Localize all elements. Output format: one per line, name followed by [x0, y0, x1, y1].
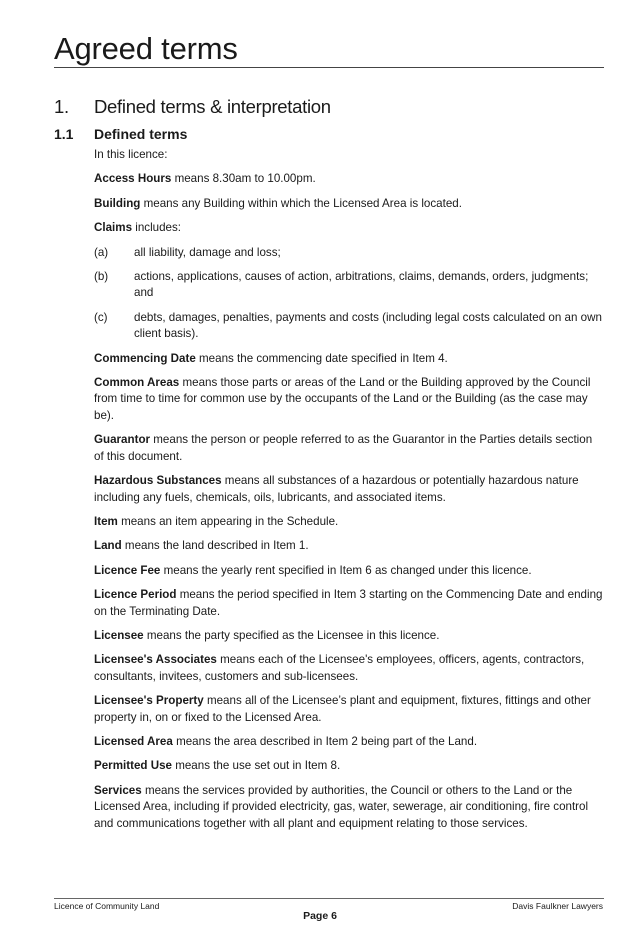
- definition-hazardous-substances: [94, 473, 604, 506]
- footer-document-name: Licence of Community Land: [54, 901, 160, 911]
- definition-text: means 8.30am to 10.00pm.: [171, 172, 316, 186]
- definition-term: Licence Fee: [94, 563, 161, 577]
- list-text: debts, damages, penalties, payments and costs (including legal costs calculated on an own client basis).: [134, 310, 602, 341]
- list-text: actions, applications, causes of action, arbitrations, claims, demands, orders, judgments; and: [134, 270, 589, 300]
- definition-term: Services: [94, 783, 142, 797]
- definition-text: means the area described in Item 2 being part of the Land.: [172, 734, 478, 748]
- definition-text: means each of the Licensee's employees, officers, agents, contractors, consultants, invitees, customers and sub-licensees.: [94, 653, 585, 683]
- definition-term: Commencing Date: [94, 351, 196, 365]
- definition-text: means the use set out in Item 8.: [171, 759, 341, 773]
- title-divider: [54, 67, 604, 68]
- definition-text: means all of the Licensee’s plant and equipment, fixtures, fittings and other property in, on or fixed to the Licensed Area.: [94, 694, 591, 724]
- definition-term: Common Areas: [94, 376, 180, 390]
- definition-text: means the period specified in Item 3 starting on the Commencing Date and ending on the Terminating Date.: [94, 588, 603, 618]
- list-label: (b): [94, 270, 109, 284]
- definition-text: means any Building within which the Licensed Area is located.: [140, 196, 462, 210]
- intro-text: In this licence:: [94, 148, 168, 161]
- subsection-title: Defined terms: [94, 126, 188, 142]
- definition-licensed-area: [94, 734, 604, 750]
- definition-text: means the person or people referred to as the Guarantor in the Parties details section of this document.: [94, 433, 593, 463]
- definition-services: [94, 783, 604, 832]
- claims-item-c: [94, 310, 604, 343]
- definition-term: Claims: [94, 221, 133, 235]
- claims-item-b: [94, 269, 604, 302]
- definition-land: [94, 538, 604, 554]
- definition-permitted-use: [94, 758, 604, 774]
- definition-text: means an item appearing in the Schedule.: [117, 514, 339, 528]
- definition-term: Guarantor: [94, 433, 151, 447]
- definition-licensees-property: [94, 693, 604, 726]
- page-number: Page 6: [303, 910, 337, 922]
- definition-claims: [94, 220, 604, 236]
- page-title: Agreed terms: [54, 31, 238, 66]
- definition-term: Building: [94, 196, 141, 210]
- definition-text: means the land described in Item 1.: [121, 539, 309, 553]
- definition-text: means all substances of a hazardous or potentially hazardous nature including any fuels, chemicals, oils, lubricants, and associated items.: [94, 474, 579, 504]
- footer-divider: [54, 898, 604, 899]
- definition-text: means the services provided by authorities, the Council or others to the Land or the Licensed Area, including if provided electricity, gas, water, sewerage, air conditioning, fire control and communications together with all plant and equipment relating to those services.: [94, 783, 589, 830]
- definition-licensees-associates: [94, 652, 604, 685]
- definition-common-areas: [94, 375, 604, 424]
- definition-guarantor: [94, 432, 604, 465]
- definition-access-hours: [94, 171, 604, 187]
- definition-term: Hazardous Substances: [94, 474, 222, 488]
- definition-term: Licensee's Property: [94, 694, 204, 708]
- definition-term: Land: [94, 539, 122, 553]
- definition-text: means the party specified as the Licensee in this licence.: [143, 628, 440, 642]
- definition-licence-period: [94, 587, 604, 620]
- definition-text: means the yearly rent specified in Item 6 as changed under this licence.: [160, 563, 532, 577]
- definition-term: Licensee's Associates: [94, 653, 217, 667]
- section-title: Defined terms & interpretation: [94, 96, 331, 117]
- definitions-body: [94, 147, 604, 840]
- section-number: 1.: [54, 96, 69, 117]
- definition-term: Access Hours: [94, 172, 172, 186]
- footer-firm-name: Davis Faulkner Lawyers: [512, 901, 603, 911]
- list-label: (c): [94, 310, 108, 324]
- definition-term: Licensed Area: [94, 734, 173, 748]
- definition-text: means those parts or areas of the Land or the Building approved by the Council from time to time for common use by the occupants of the Land or the Building (as the case may be).: [94, 376, 591, 422]
- claims-item-a: [94, 245, 604, 261]
- definition-commencing-date: [94, 351, 604, 367]
- definition-licence-fee: [94, 563, 604, 579]
- definition-licensee: [94, 628, 604, 644]
- definition-term: Item: [94, 514, 118, 528]
- definition-term: Permitted Use: [94, 759, 172, 773]
- definition-text: means the commencing date specified in Item 4.: [195, 351, 448, 365]
- definition-item: [94, 514, 604, 530]
- list-text: all liability, damage and loss;: [134, 245, 281, 259]
- subsection-number: 1.1: [54, 126, 74, 142]
- definition-term: Licensee: [94, 628, 144, 642]
- definition-term: Licence Period: [94, 588, 177, 602]
- list-label: (a): [94, 245, 109, 259]
- definition-building: [94, 196, 604, 212]
- definition-text: includes:: [132, 221, 182, 235]
